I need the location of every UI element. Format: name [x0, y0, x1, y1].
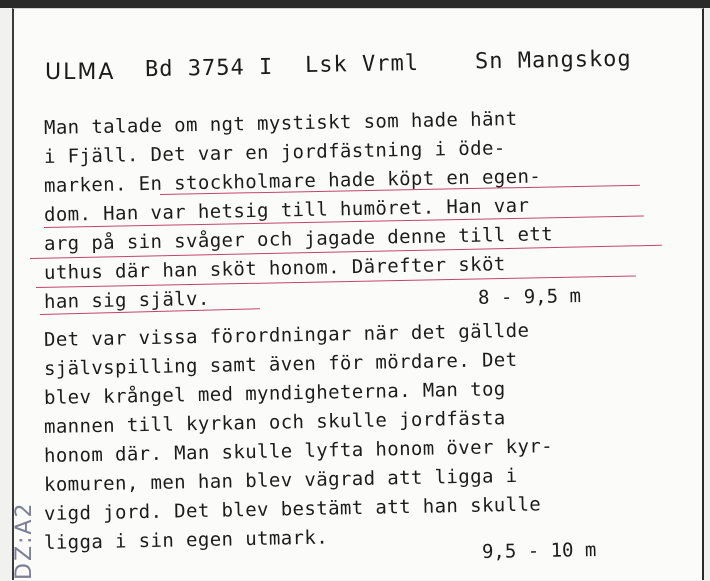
reference-number: Bd 3754 I — [144, 54, 274, 83]
landskap-label: Lsk Vrml — [304, 51, 420, 78]
socken-label: Sn Mangskog — [474, 46, 632, 75]
marginal-stamp: DZ:A2 — [12, 501, 37, 580]
text-line: i Fjäll. Det var en jordfästning i öde- — [43, 137, 506, 168]
paragraph-1 — [43, 107, 684, 317]
text-line: arg på sin svåger och jagade denne till ett — [43, 223, 554, 255]
text-line: ligga i sin egen utmark. — [43, 526, 329, 554]
paragraph-2 — [43, 319, 684, 558]
text-line: han sig själv. — [43, 287, 210, 313]
text-line: blev krångel med myndigheterna. Man tog — [43, 378, 506, 409]
scan-edge — [0, 0, 710, 8]
text-line: Man talade om ngt mystiskt som hade hänt — [43, 107, 518, 139]
text-line: Det var vissa förordningar när det gällde — [43, 319, 530, 351]
text-line: marken. En stockholmare hade köpt en egen- — [43, 165, 542, 197]
text-line: självspilling samt även för mördare. Det — [43, 348, 518, 380]
text-line: dom. Han var hetsig till humöret. Han var — [43, 194, 530, 226]
text-line: komuren, men han blev vägrad att ligga i — [43, 464, 518, 496]
text-line: honom där. Man skulle lyfta honom över kyr- — [43, 435, 554, 467]
card-header — [45, 48, 670, 88]
text-line: vigd jord. Det blev bestämt att han skulle — [43, 493, 542, 525]
recording-time-1: 8 - 9,5 m — [477, 285, 582, 309]
text-line: uthus där han sköt honom. Därefter sköt — [43, 253, 506, 284]
recording-time-2: 9,5 - 10 m — [481, 539, 597, 563]
text-line: mannen till kyrkan och skulle jordfästa — [43, 407, 506, 438]
archive-name: ULMA — [45, 60, 116, 85]
